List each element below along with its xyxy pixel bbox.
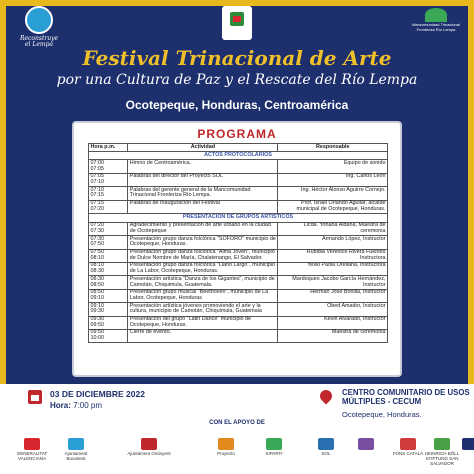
sponsor-icon [318, 438, 334, 450]
section-title: PRESENTACIÓN DE GRUPOS ARTÍSTICOS [89, 214, 388, 223]
sponsor-name: HEINRICH BÖLL STIFTUNG SAN SALVADOR [424, 451, 460, 466]
sponsor-logo [306, 438, 346, 464]
row-responsible: Ing. Carlos León [278, 173, 388, 186]
mancomunidad-logo [410, 8, 462, 46]
row-responsible: Mardoqueo Jacobo García Hernández, Instructor [278, 276, 388, 289]
sponsor-icon [141, 438, 157, 450]
row-activity: Presentación grupo danza folclórica "SOFORO" municipio de Ocotepeque, Honduras. [128, 236, 278, 249]
sponsor-icon [400, 438, 416, 450]
row-time: 08:30 08:50 [89, 276, 128, 289]
sponsor-name: Ajuntament Ontinyent [127, 451, 171, 456]
row-activity: Himno de Centroamérica. [128, 160, 278, 173]
sponsor-logo [114, 438, 184, 464]
festival-subtitle: por una Cultura de Paz y el Rescate del Río Lempa [56, 72, 418, 88]
reconstruye-lempa-logo [18, 6, 60, 46]
row-responsible: Rubidia Verenice Rivera Fuentes Instructora [278, 249, 388, 262]
table-row [89, 303, 388, 316]
sponsor-name: FONS CATALÀ [392, 451, 424, 456]
row-activity: Presentación del grupo "Latin Dance" municipio de Ocotepeque, Honduras. [128, 316, 278, 329]
row-responsible: Yeski Paola Orellana, Instructora [278, 262, 388, 275]
sponsor-name: Ajuntament Bocairent [64, 451, 88, 461]
row-time: 07:30 07:50 [89, 236, 128, 249]
sponsor-icon [266, 438, 282, 450]
row-responsible: Obed Amador, Instructor [278, 303, 388, 316]
section-row [89, 214, 388, 223]
event-time [50, 401, 102, 410]
logo-right-text: Mancomunidad Trinacional Fronteriza Río Lempa [412, 22, 460, 32]
column-header-activity: Actividad [128, 144, 278, 152]
row-time: 09:50 10:00 [89, 329, 128, 342]
sponsor-logo [254, 438, 294, 464]
row-activity: Agradecimiento y presentación de arte urbano en la ciudad de Ocotepeque [128, 222, 278, 235]
row-time: 07:05 07:10 [89, 173, 128, 186]
sponsor-icon [358, 438, 374, 450]
row-activity: Cierre de evento. [128, 329, 278, 342]
table-row [89, 160, 388, 173]
row-responsible: Maestra de ceremonia [278, 329, 388, 342]
row-time: 08:50 09:10 [89, 289, 128, 302]
footer [0, 384, 474, 474]
time-value: 7:00 pm [73, 401, 103, 410]
sponsor-icon [434, 438, 450, 450]
table-row [89, 262, 388, 275]
column-header-responsible: Responsable [278, 144, 388, 152]
venue-name: CENTRO COMUNITARIO DE USOS MÚLTIPLES - CECUM [342, 388, 470, 406]
sponsor-name: SIPARTI [265, 451, 283, 456]
time-label: Hora: [50, 401, 71, 410]
logo-left-text: Reconstruye el Lempa [19, 35, 59, 48]
column-header-time: Hora p.m. [89, 144, 128, 152]
program-table [88, 143, 388, 343]
program-title: PROGRAMA [197, 127, 277, 141]
sponsor-icon [68, 438, 84, 450]
support-label: CON EL APOYO DE [209, 420, 265, 426]
table-row [89, 316, 388, 329]
sponsor-name: Proyecto [217, 451, 235, 456]
row-responsible: Licda. Yohana Aldana, Maestra de ceremonia [278, 222, 388, 235]
row-time: 07:20 07:30 [89, 222, 128, 235]
row-time: 07:50 08:10 [89, 249, 128, 262]
row-time: 09:10 09:30 [89, 303, 128, 316]
sponsor-logo [56, 438, 96, 464]
row-activity: Presentación grupo danza folclórica "Alma Joven", municipio de Dulce Nombre de María, Chalatenango, El Salvador. [128, 249, 278, 262]
sponsor-logo [450, 438, 474, 464]
row-time: 09:30 09:50 [89, 316, 128, 329]
table-row [89, 236, 388, 249]
location-line: Ocotepeque, Honduras, Centroamérica [125, 98, 349, 112]
sponsor-logos [10, 434, 464, 468]
row-time: 07:10 07:15 [89, 187, 128, 200]
row-responsible: Ing. Héctor Alonso Aguirre Cornejo. [278, 187, 388, 200]
table-row [89, 249, 388, 262]
table-row [89, 222, 388, 235]
row-responsible: Kevin Alvarado, Instructor [278, 316, 388, 329]
mountain-icon [425, 8, 447, 22]
table-row [89, 276, 388, 289]
table-row [89, 187, 388, 200]
sponsor-icon [462, 438, 474, 450]
event-date: 03 DE DICIEMBRE 2022 [50, 389, 145, 399]
flag-icon [233, 16, 241, 22]
table-row [89, 329, 388, 342]
row-responsible: Armando López, Instructor [278, 236, 388, 249]
sponsor-name: SOL [321, 451, 331, 456]
row-activity: Presentación grupo danza folclórica "Llano Largo", municipio de La Labor, Ocotepeque, Honduras. [128, 262, 278, 275]
row-responsible: Prof. Israel Orlando Aguilar, alcalde municipal de Ocotepeque, Honduras. [278, 200, 388, 213]
sponsor-name: GENERALITAT VALENCIANA [16, 451, 48, 461]
row-time: 07:00 07:05 [89, 160, 128, 173]
globe-icon [25, 6, 53, 34]
row-time: 07:15 07:20 [89, 200, 128, 213]
row-activity: Palabras del director del Proyecto SOL [128, 173, 278, 186]
row-activity: Palabras del gerente general de la Mancomunidad Trinacional Fronteriza Río Lempa. [128, 187, 278, 200]
festival-title: Festival Trinacional de Arte [82, 46, 392, 70]
row-activity: Presentación artística "Danza de los Gigantes", municipio de Camotán, Chiquimula, Guatemala. [128, 276, 278, 289]
sponsor-logo [12, 438, 52, 464]
program-card [72, 121, 402, 377]
sponsor-icon [24, 438, 40, 450]
section-title: ACTOS PROTOCOLARIOS [89, 151, 388, 160]
venue-city: Ocotepeque, Honduras. [342, 410, 422, 419]
table-row [89, 200, 388, 213]
sponsor-logo [206, 438, 246, 464]
sponsor-icon [218, 438, 234, 450]
row-activity: Presentación artística jóvenes promoviendo el arte y la cultura, municipio de Camotán, Chiquimula, Guatemala [128, 303, 278, 316]
table-row [89, 173, 388, 186]
location-pin-icon [318, 388, 335, 405]
table-row [89, 289, 388, 302]
municipal-seal-logo [222, 6, 252, 40]
section-row [89, 151, 388, 160]
row-activity: Presentación grupo musical "Beethoven", municipio de La Labor, Ocotepeque, Honduras [128, 289, 278, 302]
table-header-row [89, 144, 388, 152]
calendar-icon [28, 390, 42, 404]
row-responsible: Equipo de sonido [278, 160, 388, 173]
row-responsible: Herman José Bonilla, Instructor [278, 289, 388, 302]
row-time: 08:10 08:30 [89, 262, 128, 275]
sponsor-logo [346, 438, 386, 464]
row-activity: Palabras de Inauguración del Festival [128, 200, 278, 213]
